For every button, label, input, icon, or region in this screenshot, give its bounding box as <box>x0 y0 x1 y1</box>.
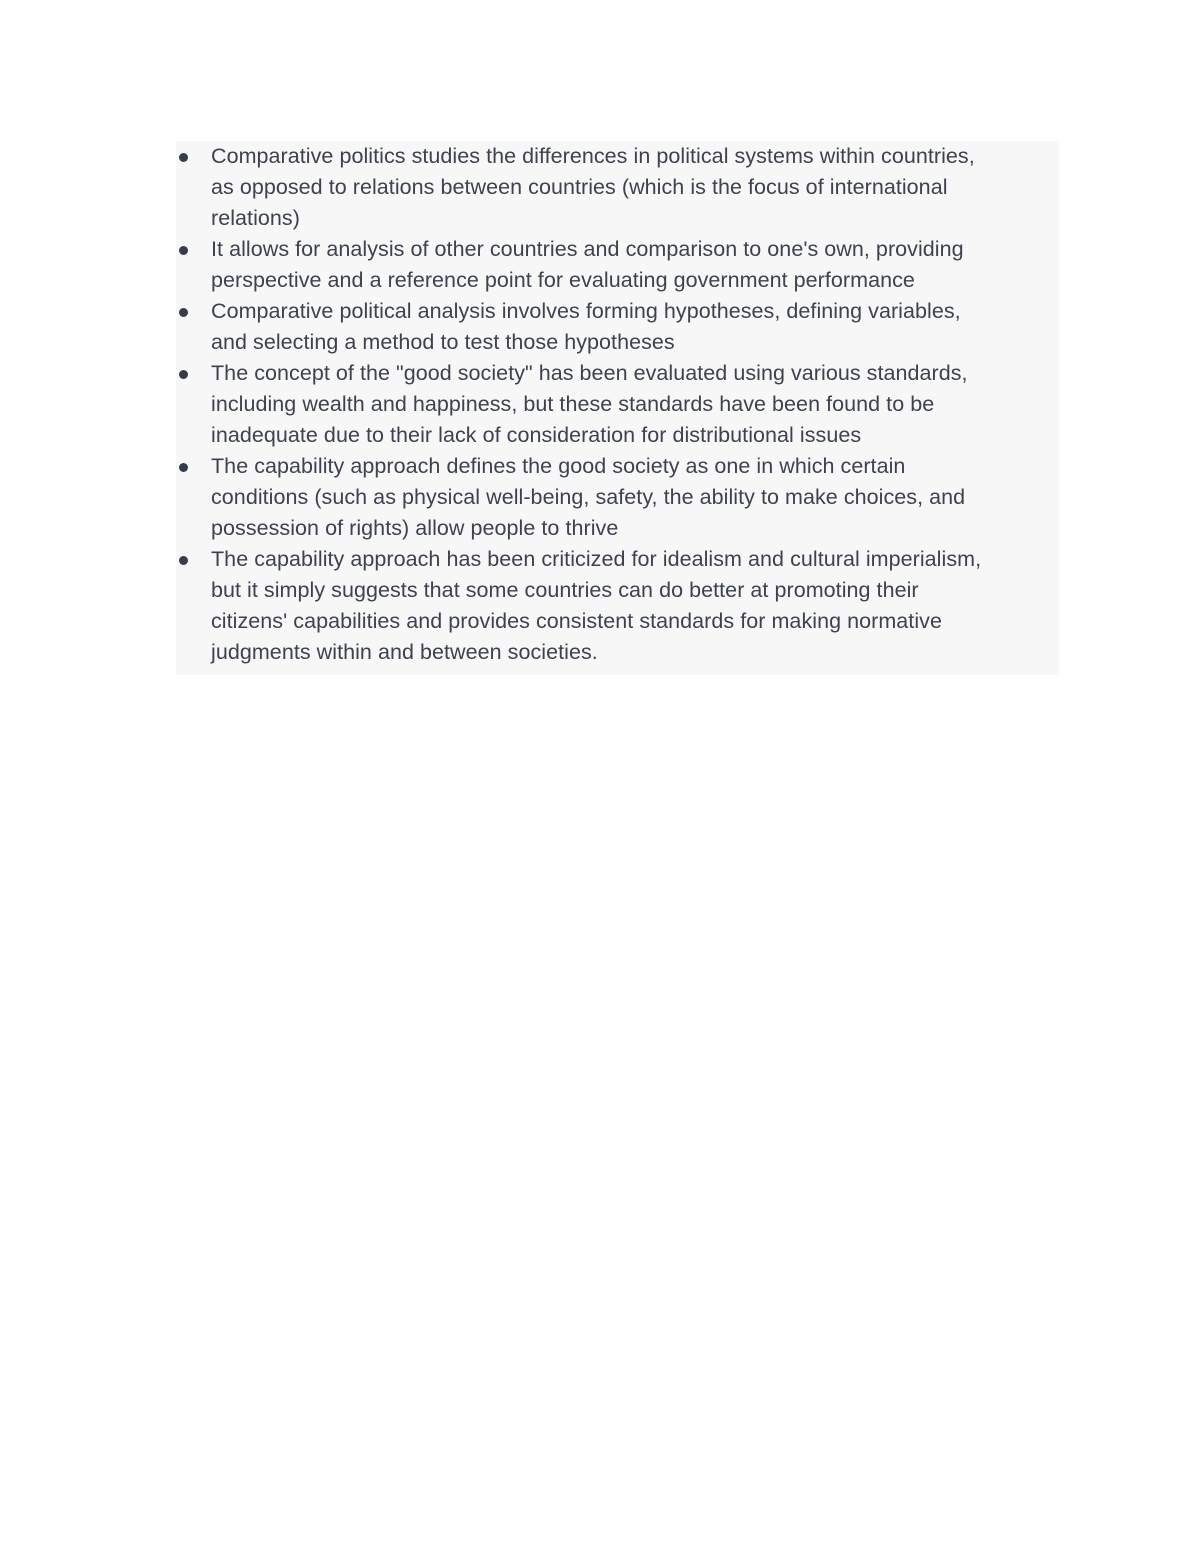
bullet-icon <box>179 370 188 379</box>
list-item-text: It allows for analysis of other countries and comparison to one's own, providing perspective and a reference point for evaluating government performance <box>211 237 964 292</box>
bullet-icon <box>179 556 188 565</box>
list-item <box>176 296 1059 358</box>
bullet-list <box>176 141 1059 668</box>
bullet-list-block <box>176 141 1059 675</box>
list-item-text: Comparative political analysis involves forming hypotheses, defining variables, and selecting a method to test those hypotheses <box>211 299 961 354</box>
list-item-text: The concept of the "good society" has been evaluated using various standards, including wealth and happiness, but these standards have been found to be inadequate due to their lack of consideration for distributional issues <box>211 361 968 447</box>
list-item <box>176 141 1059 234</box>
bullet-icon <box>179 246 188 255</box>
list-item <box>176 544 1059 668</box>
list-item-text: Comparative politics studies the differences in political systems within countries, as opposed to relations between countries (which is the focus of international relations) <box>211 144 975 230</box>
bullet-icon <box>179 463 188 472</box>
list-item <box>176 358 1059 451</box>
list-item <box>176 234 1059 296</box>
list-item <box>176 451 1059 544</box>
bullet-icon <box>179 153 188 162</box>
list-item-text: The capability approach defines the good society as one in which certain conditions (such as physical well-being, safety, the ability to make choices, and possession of rights) allow people to thrive <box>211 454 966 540</box>
bullet-icon <box>179 308 188 317</box>
list-item-text: The capability approach has been criticized for idealism and cultural imperialism, but it simply suggests that some countries can do better at promoting their citizens' capabilities and provides consistent standards for making normative judgments within and between societies. <box>211 547 982 664</box>
